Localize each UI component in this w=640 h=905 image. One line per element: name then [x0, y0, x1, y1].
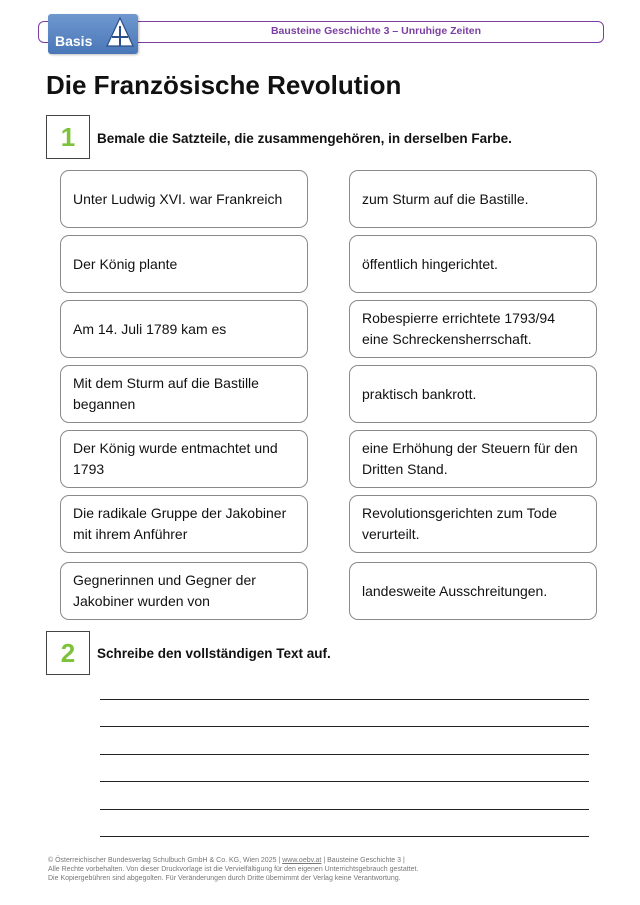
task-number-2: 2	[46, 631, 90, 675]
right-card-3[interactable]: Robespierre errichtete 1793/94 eine Schreckensherrschaft.	[349, 300, 597, 358]
left-card-1[interactable]: Unter Ludwig XVI. war Frankreich	[60, 170, 308, 228]
left-card-3[interactable]: Am 14. Juli 1789 kam es	[60, 300, 308, 358]
footer-line-1	[48, 856, 418, 865]
left-card-2[interactable]: Der König plante	[60, 235, 308, 293]
right-card-5[interactable]: eine Erhöhung der Steuern für den Dritten Stand.	[349, 430, 597, 488]
pyramid-icon	[106, 16, 134, 50]
footer-series: | Bausteine Geschichte 3 |	[321, 857, 405, 864]
right-card-7[interactable]: landesweite Ausschreitungen.	[349, 562, 597, 620]
writing-line-3[interactable]	[100, 754, 589, 755]
task1-instruction: Bemale die Satzteile, die zusammengehören, in derselben Farbe.	[97, 131, 512, 146]
writing-line-5[interactable]	[100, 809, 589, 810]
writing-line-4[interactable]	[100, 781, 589, 782]
left-card-4[interactable]: Mit dem Sturm auf die Bastille begannen	[60, 365, 308, 423]
footer-line-3: Die Kopiergebühren sind abgegolten. Für Veränderungen durch Dritte übernimmt der Verlag keine Verantwortung.	[48, 875, 401, 882]
series-title: Bausteine Geschichte 3 – Unruhige Zeiten	[270, 25, 482, 37]
writing-line-6[interactable]	[100, 836, 589, 837]
footer-copyright: © Österreichischer Bundesverlag Schulbuch GmbH & Co. KG, Wien 2025 |	[48, 857, 283, 864]
left-card-6[interactable]: Die radikale Gruppe der Jakobiner mit ihrem Anführer	[60, 495, 308, 553]
page-title: Die Französische Revolution	[46, 70, 402, 100]
right-card-1[interactable]: zum Sturm auf die Bastille.	[349, 170, 597, 228]
task-number-1: 1	[46, 115, 90, 159]
left-card-5[interactable]: Der König wurde entmachtet und 1793	[60, 430, 308, 488]
right-card-4[interactable]: praktisch bankrott.	[349, 365, 597, 423]
publisher-link[interactable]: www.oebv.at	[282, 857, 322, 864]
footer-line-2: Alle Rechte vorbehalten. Von dieser Druckvorlage ist die Vervielfältigung für den eigenen Unterrichtsgebrauch gestattet.	[48, 866, 419, 873]
left-card-7[interactable]: Gegnerinnen und Gegner der Jakobiner wurden von	[60, 562, 308, 620]
footer	[48, 856, 418, 883]
right-card-6[interactable]: Revolutionsgerichten zum Tode verurteilt.	[349, 495, 597, 553]
right-card-2[interactable]: öffentlich hingerichtet.	[349, 235, 597, 293]
task2-instruction: Schreibe den vollständigen Text auf.	[97, 646, 331, 661]
writing-line-2[interactable]	[100, 726, 589, 727]
writing-line-1[interactable]	[100, 699, 589, 700]
logo-text: Basis	[55, 33, 93, 49]
basis-logo	[48, 14, 138, 54]
